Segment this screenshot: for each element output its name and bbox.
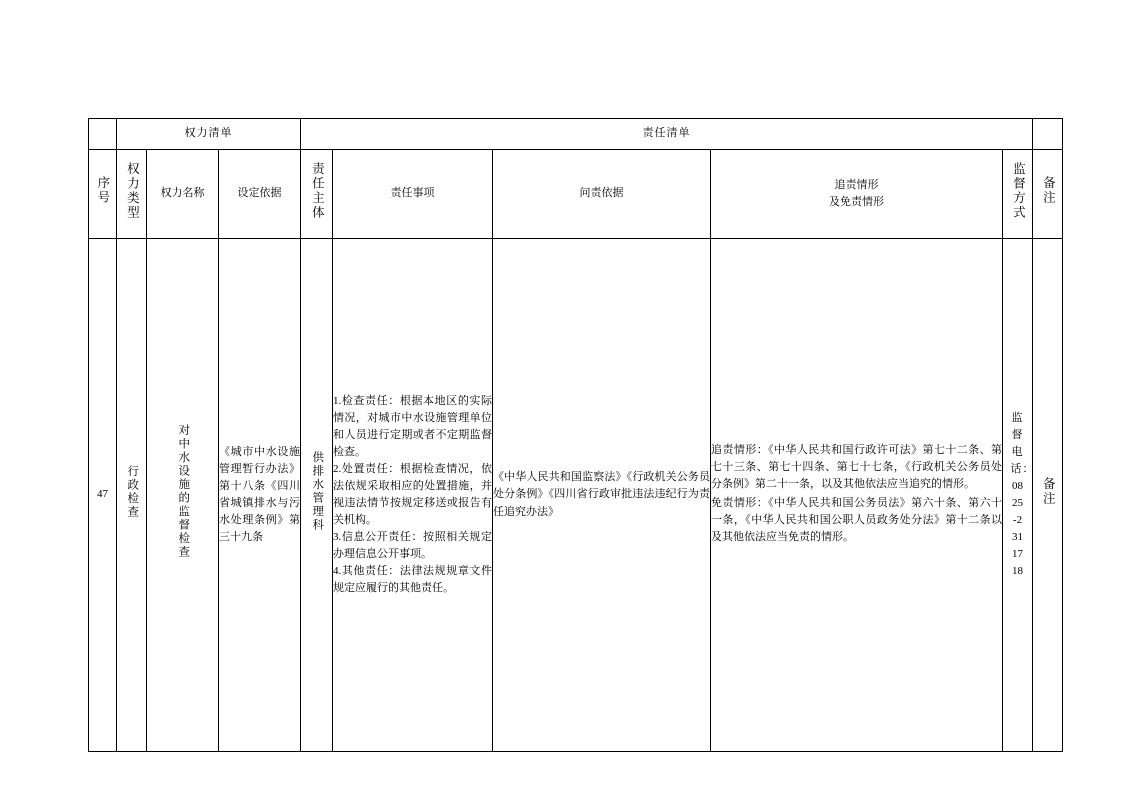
supervision-phone-number: 0825-2311718 (1012, 479, 1024, 578)
group-header-duty-list: 责任清单 (301, 119, 1033, 150)
col-header-supervision (1003, 150, 1033, 239)
cell-duty-subject-value: 供排水管理科 (311, 451, 324, 533)
power-and-duty-list-table (88, 118, 1063, 752)
col-header-duty-items (333, 150, 493, 239)
cell-seq (89, 239, 117, 752)
cell-basis-value: 《城市中水设施管理暂行办法》第十八条《四川省城镇排水与污水处理条例》第三十九条 (219, 445, 301, 544)
col-header-pursue-line1: 追责情形 (834, 178, 879, 191)
cell-seq-value: 47 (97, 488, 108, 501)
corner-cell-right (1033, 119, 1063, 150)
cell-power-name (147, 239, 219, 752)
col-header-pursue-situations (711, 150, 1003, 239)
col-header-basis (219, 150, 301, 239)
table-group-header-row (89, 119, 1063, 150)
col-header-seq (89, 150, 117, 239)
col-header-power-type-label: 权力类型 (125, 161, 140, 220)
col-header-power-type (117, 150, 147, 239)
duty-item: 4.其他责任：法律法规规章文件规定应履行的其他责任。 (333, 565, 493, 595)
corner-cell (89, 119, 117, 150)
group-header-power-list: 权力清单 (117, 119, 301, 150)
duty-item: 3.信息公开责任：按照相关规定办理信息公开事项。 (333, 531, 493, 561)
col-header-accountability-basis (493, 150, 711, 239)
col-header-basis-label: 设定依据 (237, 187, 282, 200)
cell-duty-subject (301, 239, 333, 752)
col-header-duty-subject (301, 150, 333, 239)
cell-remark (1033, 239, 1063, 752)
pursue-situation: 追责情形：《中华人民共和国行政许可法》第七十二条、第七十三条、第七十四条、第七十七条，《行政机关公务员处分条例》第二十一条，以及其他依法应当追究的情形。 (711, 443, 1003, 490)
table-column-header-row (89, 150, 1063, 239)
cell-power-name-value: 对中水设施的监督检查 (177, 424, 190, 560)
cell-remark-value: 备注 (1041, 477, 1056, 507)
cell-pursue-situations (711, 239, 1003, 752)
cell-power-type-value: 行政检查 (126, 464, 139, 519)
exemption-situation: 免责情形：《中华人民共和国公务员法》第六十条、第六十一条，《中华人民共和国公职人员政务处分法》第十二条以及其他依法应当免责的情形。 (711, 497, 1003, 544)
duty-item: 2.处置责任：根据检查情况，依法依规采取相应的处置措施，并视违法情节按规定移送或报告有关机构。 (333, 462, 493, 527)
cell-duty-items (333, 239, 493, 752)
table-row (89, 239, 1063, 752)
col-header-accountability-basis-label: 问责依据 (579, 187, 624, 200)
col-header-remark (1033, 150, 1063, 239)
cell-supervision (1003, 239, 1033, 752)
col-header-remark-label: 备注 (1041, 176, 1056, 206)
cell-power-type (117, 239, 147, 752)
col-header-supervision-label: 监督方式 (1011, 161, 1026, 220)
col-header-duty-subject-label: 责任主体 (310, 161, 325, 220)
cell-basis (219, 239, 301, 752)
col-header-power-name-label: 权力名称 (160, 187, 205, 200)
duty-item: 1.检查责任：根据本地区的实际情况，对城市中水设施管理单位和人员进行定期或者不定期监督检查。 (333, 394, 493, 458)
cell-accountability-basis (493, 239, 711, 752)
col-header-duty-items-label: 责任事项 (390, 187, 435, 200)
col-header-power-name (147, 150, 219, 239)
col-header-seq-label: 序号 (95, 176, 110, 206)
col-header-pursue-line2: 及免责情形 (829, 196, 885, 208)
cell-accountability-basis-value: 《中华人民共和国监察法》《行政机关公务员处分条例》《四川省行政审批违法违纪行为责任追究办法》 (493, 471, 711, 518)
supervision-phone-label: 监督电话： (1010, 411, 1035, 475)
